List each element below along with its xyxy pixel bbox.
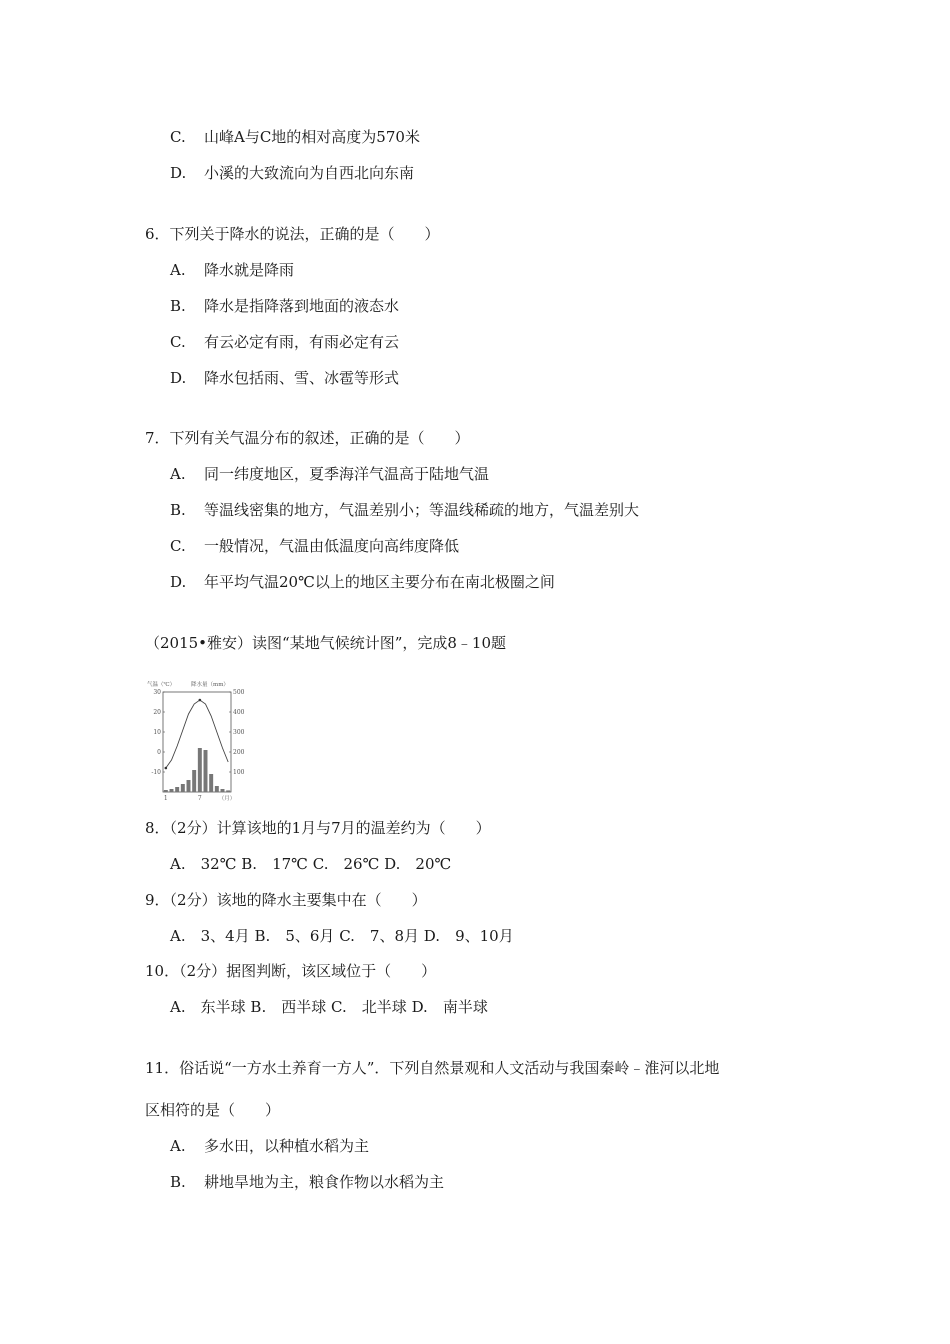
climate-chart bbox=[145, 678, 255, 803]
q10-stem: 10．（2分）据图判断，该区域位于（ ） bbox=[145, 962, 437, 980]
q11-option-b: B. 耕地旱地为主，粮食作物以水稻为主 bbox=[170, 1173, 445, 1191]
y-left-label: 气温（℃） bbox=[147, 682, 176, 688]
precip-bar bbox=[170, 789, 174, 792]
climate-chart-svg bbox=[145, 678, 255, 803]
q6-stem: 6．下列关于降水的说法，正确的是（ ） bbox=[145, 225, 440, 243]
y-right-label: 降水量（mm） bbox=[191, 682, 229, 688]
temperature-point bbox=[199, 699, 202, 702]
q5-option-c: C. 山峰A与C地的相对高度为570米 bbox=[170, 128, 420, 146]
y-right-tick: 500 bbox=[233, 689, 245, 696]
y-left-tick: 0 bbox=[157, 749, 161, 756]
y-right-tick: 400 bbox=[233, 709, 245, 716]
temperature-point bbox=[165, 767, 168, 770]
q7-option-c: C. 一般情况，气温由低温度向高纬度降低 bbox=[170, 537, 460, 555]
precip-bar bbox=[181, 784, 185, 792]
q11-option-a: A. 多水田，以种植水稻为主 bbox=[170, 1137, 370, 1155]
y-left-tick: 10 bbox=[153, 729, 161, 736]
q7-stem: 7．下列有关气温分布的叙述，正确的是（ ） bbox=[145, 429, 470, 447]
precip-bar bbox=[164, 790, 168, 792]
q11-stem-line2: 区相符的是（ ） bbox=[145, 1101, 281, 1119]
q9-options: A. 3、4月 B. 5、6月 C. 7、8月 D. 9、10月 bbox=[170, 927, 514, 945]
q6-option-d: D. 降水包括雨、雪、冰雹等形式 bbox=[170, 369, 400, 387]
q7-option-d: D. 年平均气温20℃以上的地区主要分布在南北极圈之间 bbox=[170, 573, 555, 591]
x-tick: 7 bbox=[197, 795, 202, 802]
y-left-tick: -10 bbox=[151, 769, 161, 776]
precip-bar bbox=[192, 770, 196, 792]
y-left-tick: 30 bbox=[153, 689, 161, 696]
y-right-tick: 300 bbox=[233, 729, 245, 736]
y-left-tick: 20 bbox=[153, 709, 161, 716]
q6-option-c: C. 有云必定有雨，有雨必定有云 bbox=[170, 333, 400, 351]
q7-option-a: A. 同一纬度地区，夏季海洋气温高于陆地气温 bbox=[170, 465, 490, 483]
precip-bar bbox=[221, 789, 225, 792]
precip-bar bbox=[187, 780, 191, 792]
q8-stem: 8．（2分）计算该地的1月与7月的温差约为（ ） bbox=[145, 819, 491, 837]
q11-stem-line1: 11．俗话说“一方水土养育一方人”．下列自然景观和人文活动与我国秦岭﹣淮河以北地 bbox=[145, 1059, 720, 1077]
temperature-line bbox=[166, 700, 228, 768]
precip-bar bbox=[209, 774, 213, 792]
precip-bar bbox=[198, 748, 202, 792]
x-tick: 1 bbox=[163, 795, 168, 802]
q9-stem: 9．（2分）该地的降水主要集中在（ ） bbox=[145, 891, 427, 909]
precip-bar bbox=[215, 786, 219, 792]
q5-option-d: D. 小溪的大致流向为自西北向东南 bbox=[170, 164, 415, 182]
q6-option-b: B. 降水是指降落到地面的液态水 bbox=[170, 297, 400, 315]
x-axis-label: （月） bbox=[218, 796, 236, 802]
q7-option-b: B. 等温线密集的地方，气温差别小；等温线稀疏的地方，气温差别大 bbox=[170, 501, 640, 519]
y-right-tick: 200 bbox=[233, 749, 245, 756]
precip-bar bbox=[175, 787, 179, 792]
q6-option-a: A. 降水就是降雨 bbox=[170, 261, 295, 279]
y-right-tick: 100 bbox=[233, 769, 245, 776]
precip-bar bbox=[204, 750, 208, 792]
q8-options: A. 32℃ B. 17℃ C. 26℃ D. 20℃ bbox=[170, 855, 452, 873]
group-intro: （2015•雅安）读图“某地气候统计图”，完成8﹣10题 bbox=[145, 634, 506, 652]
precip-bar bbox=[226, 790, 230, 792]
q10-options: A. 东半球 B. 西半球 C. 北半球 D. 南半球 bbox=[170, 998, 488, 1016]
